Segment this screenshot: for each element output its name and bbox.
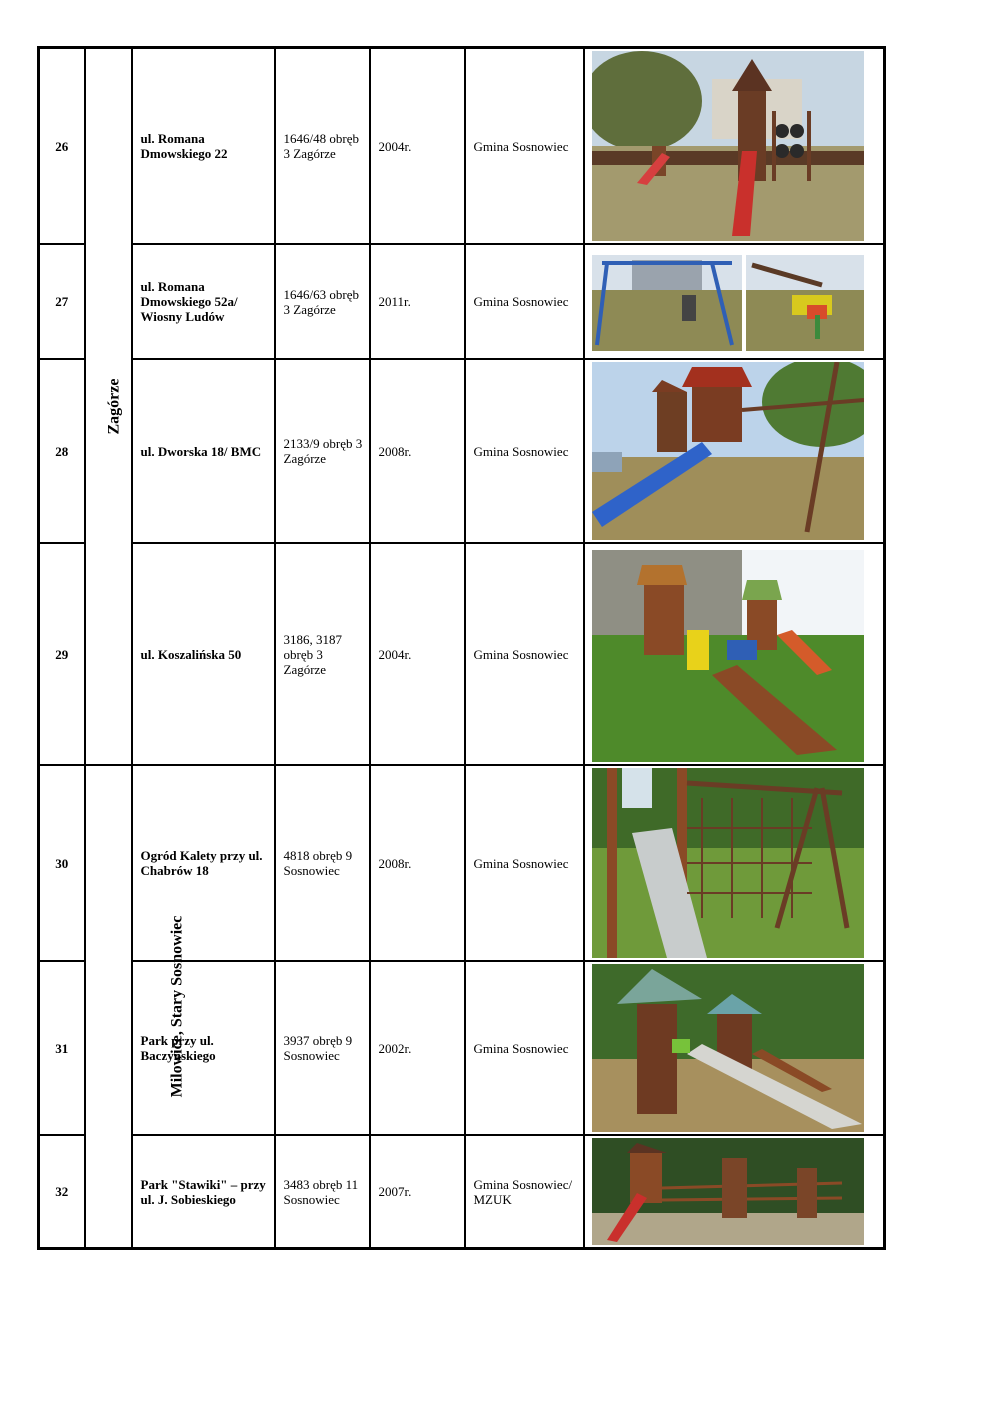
table-row [39, 543, 885, 765]
row-number: 30 [39, 765, 85, 961]
year-cell: 2004r. [370, 543, 465, 765]
photo-cell [584, 359, 885, 543]
district-name: Zagórze [104, 378, 122, 435]
photo-cell [584, 765, 885, 961]
owner-cell: Gmina Sosnowiec [465, 48, 584, 245]
plot-cell: 1646/48 obręb 3 Zagórze [275, 48, 370, 245]
row-number: 26 [39, 48, 85, 245]
table-row [39, 48, 885, 245]
photo-cell [584, 543, 885, 765]
address-cell: ul. Dworska 18/ BMC [132, 359, 275, 543]
playground-photo [592, 255, 864, 351]
owner-cell: Gmina Sosnowiec [465, 543, 584, 765]
year-cell: 2002r. [370, 961, 465, 1135]
row-number: 31 [39, 961, 85, 1135]
plot-cell: 2133/9 obręb 3 Zagórze [275, 359, 370, 543]
plot-cell: 4818 obręb 9 Sosnowiec [275, 765, 370, 961]
year-cell: 2008r. [370, 765, 465, 961]
year-cell: 2004r. [370, 48, 465, 245]
playground-photo [592, 964, 864, 1132]
address-cell: ul. Romana Dmowskiego 52a/ Wiosny Ludów [132, 244, 275, 359]
playground-register-table [37, 46, 886, 1250]
playground-photo [592, 768, 864, 958]
district-cell [85, 48, 132, 766]
year-cell: 2007r. [370, 1135, 465, 1249]
address-cell: ul. Romana Dmowskiego 22 [132, 48, 275, 245]
playground-photo [592, 1138, 864, 1245]
photo-cell [584, 961, 885, 1135]
playground-photo [592, 550, 864, 762]
table-row [39, 765, 885, 961]
year-cell: 2011r. [370, 244, 465, 359]
district-name: Milowice, Stary Sosnowiec [167, 915, 185, 1098]
table-row [39, 244, 885, 359]
owner-cell: Gmina Sosnowiec [465, 244, 584, 359]
photo-cell [584, 48, 885, 245]
plot-cell: 3483 obręb 11 Sosnowiec [275, 1135, 370, 1249]
row-number: 32 [39, 1135, 85, 1249]
plot-cell: 1646/63 obręb 3 Zagórze [275, 244, 370, 359]
plot-cell: 3186, 3187 obręb 3 Zagórze [275, 543, 370, 765]
address-cell: Park "Stawiki" – przy ul. J. Sobieskiego [132, 1135, 275, 1249]
photo-cell [584, 1135, 885, 1249]
year-cell: 2008r. [370, 359, 465, 543]
row-number: 27 [39, 244, 85, 359]
photo-cell [584, 244, 885, 359]
address-cell: Ogród Kalety przy ul. Chabrów 18 [132, 765, 275, 961]
table-row [39, 1135, 885, 1249]
owner-cell: Gmina Sosnowiec [465, 961, 584, 1135]
address-cell: Park przy ul. Baczyńskiego [132, 961, 275, 1135]
table-row [39, 961, 885, 1135]
playground-photo [592, 362, 864, 540]
table-row [39, 359, 885, 543]
playground-photo [592, 51, 864, 241]
owner-cell: Gmina Sosnowiec/ MZUK [465, 1135, 584, 1249]
row-number: 28 [39, 359, 85, 543]
row-number: 29 [39, 543, 85, 765]
address-cell: ul. Koszalińska 50 [132, 543, 275, 765]
owner-cell: Gmina Sosnowiec [465, 359, 584, 543]
owner-cell: Gmina Sosnowiec [465, 765, 584, 961]
plot-cell: 3937 obręb 9 Sosnowiec [275, 961, 370, 1135]
